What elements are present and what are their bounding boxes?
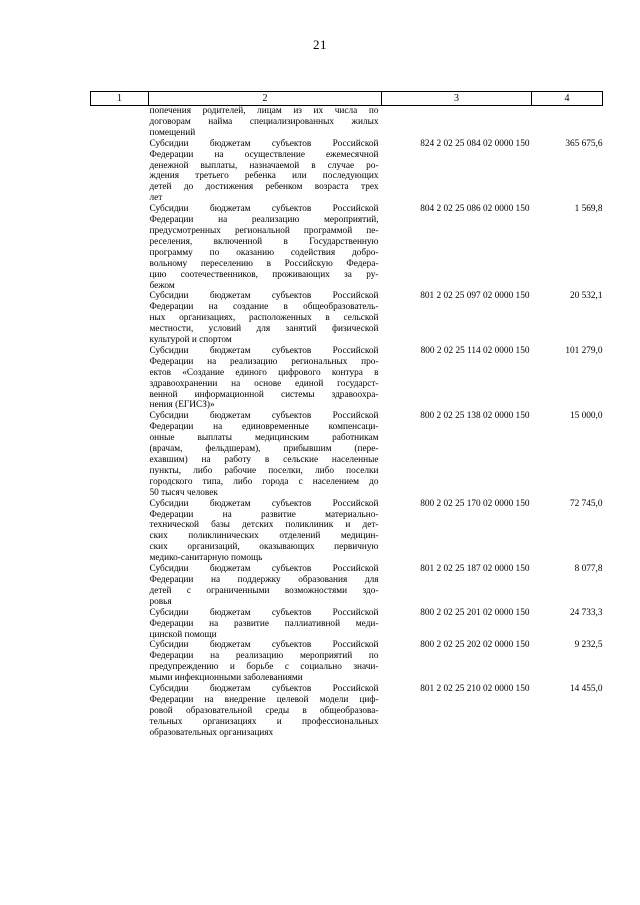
header-col-1: 1 [91, 92, 149, 106]
header-col-4: 4 [532, 92, 603, 106]
description-line: денежной выплаты, назначаемой в случае ро- [149, 160, 379, 171]
description-line: Федерации на развитие материально- [149, 509, 379, 520]
description-cell [149, 564, 382, 608]
description-line: цию соотечественников, проживающих за ру- [149, 269, 379, 280]
description-line: ждения третьего ребенка или последующих [149, 171, 379, 182]
description-line: попечения родителей, лицам из их числа по [149, 106, 379, 116]
table-row [91, 411, 603, 498]
description-line: ехавшим) на работу в сельские населенные [149, 455, 379, 465]
description-line: лет [149, 193, 163, 204]
description-line: бежом [149, 280, 175, 291]
row-number-cell [91, 608, 149, 641]
description-line: образовательных организациях [149, 727, 274, 738]
budget-table [90, 91, 603, 739]
description-line: Субсидии бюджетам субъектов Российской [149, 411, 379, 422]
description-line: Субсидии бюджетам субъектов Российской [149, 291, 379, 302]
description-line: Субсидии бюджетам субъектов Российской [149, 607, 379, 618]
budget-code-cell: 800 2 02 25 138 02 0000 150 [420, 411, 530, 422]
table-row [91, 499, 603, 564]
row-number-cell [91, 499, 149, 564]
amount-cell: 15 000,0 [569, 411, 603, 422]
description-line: цинской помощи [149, 629, 217, 640]
description-cell [149, 204, 382, 291]
description-cell [149, 640, 382, 684]
amount-cell: 20 532,1 [569, 291, 603, 302]
description-line: Субсидии бюджетам субъектов Российской [149, 498, 379, 509]
row-number-cell [91, 564, 149, 608]
budget-code-cell: 804 2 02 25 086 02 0000 150 [420, 204, 530, 215]
budget-code-cell: 801 2 02 25 210 02 0000 150 [420, 684, 530, 695]
description-cell [149, 139, 382, 204]
budget-code-cell: 824 2 02 25 084 02 0000 150 [420, 138, 530, 149]
row-number-cell [91, 139, 149, 204]
description-line: детей до достижения ребенком возраста трех [149, 182, 379, 193]
amount-cell: 72 745,0 [569, 498, 603, 509]
budget-code-cell: 800 2 02 25 202 02 0000 150 [420, 640, 530, 651]
table-row [91, 291, 603, 346]
table-row [91, 346, 603, 411]
description-line: 50 тысяч человек [149, 487, 218, 498]
budget-code-cell [382, 106, 532, 139]
amount-cell [532, 106, 603, 139]
amount-cell: 24 733,3 [569, 607, 603, 618]
description-line: Федерации на реализацию мероприятий по [149, 651, 379, 662]
header-col-3: 3 [382, 92, 532, 106]
table-body [91, 106, 603, 739]
table-row [91, 139, 603, 204]
description-line: предупреждению и борьбе с социально значи- [149, 662, 379, 673]
description-line: детей с ограниченными возможностями здо- [149, 585, 379, 596]
description-line: тельных организациях и профессиональных [149, 716, 379, 727]
budget-code-cell: 800 2 02 25 201 02 0000 150 [420, 607, 530, 618]
header-col-2: 2 [149, 92, 382, 106]
description-line: онные выплаты медицинским работникам [149, 433, 379, 444]
row-number-cell [91, 106, 149, 139]
description-line: реселения, включенной в Государственную [149, 236, 379, 247]
description-line: ровой образовательной среды в общеобразова- [149, 705, 379, 716]
description-cell [149, 346, 382, 411]
description-line: Федерации на внедрение целевой модели циф- [149, 694, 379, 705]
table-row [91, 204, 603, 291]
description-line: ских поликлинических отделений медицин- [149, 531, 379, 542]
budget-code-cell: 800 2 02 25 114 02 0000 150 [420, 345, 530, 356]
description-line: программу по оказанию содействия добро- [149, 247, 379, 258]
description-line: пункты, либо рабочие поселки, либо поселки [149, 465, 379, 476]
description-line: вольному переселению в Российскую Федера- [149, 258, 379, 269]
description-line: ских организаций, оказывающих первичную [149, 542, 379, 553]
row-number-cell [91, 291, 149, 346]
description-line: предусмотренных региональной программой пе- [149, 225, 379, 236]
row-number-cell [91, 640, 149, 684]
budget-code-cell: 801 2 02 25 097 02 0000 150 [420, 291, 530, 302]
description-line: договорам найма специализированных жилых [149, 116, 379, 127]
description-cell [149, 106, 382, 139]
amount-cell: 8 077,8 [574, 564, 603, 575]
row-number-cell [91, 204, 149, 291]
description-line: городского типа, либо города с населением до [149, 476, 379, 487]
budget-code-cell: 800 2 02 25 170 02 0000 150 [420, 498, 530, 509]
table-row [91, 684, 603, 739]
description-line: Федерации на осуществление ежемесячной [149, 149, 379, 160]
table-row [91, 608, 603, 641]
description-line: местности, условий для занятий физической [149, 324, 379, 335]
description-line: Субсидии бюджетам субъектов Российской [149, 564, 379, 575]
description-line: технической базы детских поликлиник и дет- [149, 520, 379, 531]
description-line: Федерации на создание в общеобразователь- [149, 302, 379, 313]
description-line: Субсидии бюджетам субъектов Российской [149, 640, 379, 651]
description-line: Федерации на развитие паллиативной меди- [149, 618, 379, 629]
description-line: ровья [149, 596, 172, 607]
description-line: нения (ЕГИСЗ)» [149, 400, 215, 411]
description-line: помещений [149, 127, 196, 138]
description-cell [149, 411, 382, 498]
description-line: Субсидии бюджетам субъектов Российской [149, 204, 379, 215]
description-line: ектов «Создание единого цифрового контура в [149, 367, 379, 378]
amount-cell: 9 232,5 [574, 640, 603, 651]
description-cell [149, 499, 382, 564]
description-line: венной информационной системы здравоохра- [149, 389, 379, 400]
description-line: Федерации на поддержку образования для [149, 574, 379, 585]
header-row [91, 92, 603, 106]
description-line: Федерации на единовременные компенсаци- [149, 422, 379, 433]
row-number-cell [91, 411, 149, 498]
description-line: мыми инфекционными заболеваниями [149, 673, 303, 684]
description-line: здравоохранении на основе единой государст- [149, 378, 379, 389]
description-line: Федерации на реализацию мероприятий, [149, 215, 379, 226]
description-line: Субсидии бюджетам субъектов Российской [149, 684, 379, 695]
row-number-cell [91, 346, 149, 411]
row-number-cell [91, 684, 149, 739]
amount-cell: 365 675,6 [565, 138, 603, 149]
description-line: культурой и спортом [149, 335, 232, 346]
table-row [91, 564, 603, 608]
description-line: Субсидии бюджетам субъектов Российской [149, 345, 379, 356]
page-number: 21 [313, 37, 327, 52]
amount-cell: 14 455,0 [569, 684, 603, 695]
description-cell [149, 608, 382, 641]
description-cell [149, 684, 382, 739]
description-line: (врачам, фельдшерам), прибывшим (пере- [149, 444, 379, 455]
table-row [91, 106, 603, 139]
description-cell [149, 291, 382, 346]
budget-code-cell: 801 2 02 25 187 02 0000 150 [420, 564, 530, 575]
amount-cell: 101 279,0 [565, 345, 603, 356]
description-line: медико-санитарную помощь [149, 553, 263, 564]
description-line: Федерации на реализацию региональных про- [149, 356, 379, 367]
table-row [91, 640, 603, 684]
description-line: ных организациях, расположенных в сельской [149, 313, 379, 324]
amount-cell: 1 569,8 [574, 204, 603, 215]
description-line: Субсидии бюджетам субъектов Российской [149, 138, 379, 149]
